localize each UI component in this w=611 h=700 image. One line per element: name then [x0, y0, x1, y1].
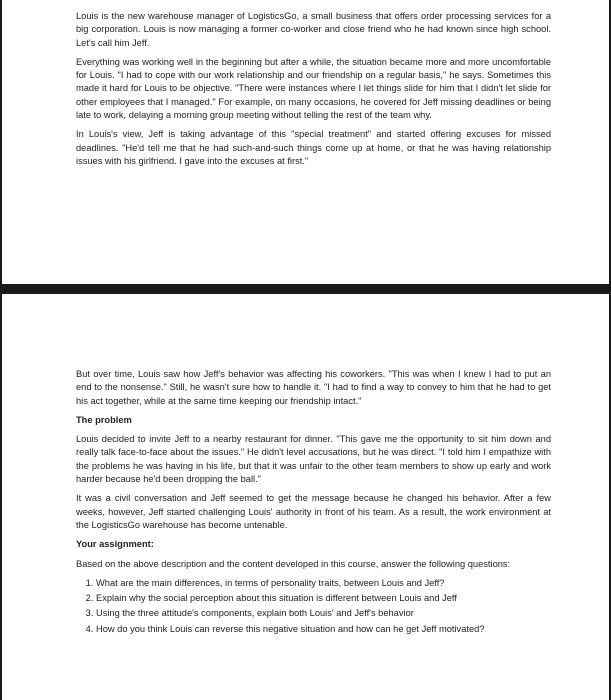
paragraph-intro: Louis is the new warehouse manager of LogisticsGo, a small business that offers order processing services for a big corporation. Louis is now managing a former co-worker and close friend who he had known since high school. Let's call him Jeff. — [76, 11, 551, 48]
question-item: 2. Explain why the social perception about this situation is different between Louis and Jeff — [96, 592, 551, 605]
paragraph-conversation: It was a civil conversation and Jeff seemed to get the message because he changed his behavior. After a few weeks, however, Jeff started challenging Louis' authority in front of his team. As a result, the work environment at the LogisticsGo warehouse has become untenable. — [76, 493, 551, 530]
case-text-bottom — [76, 368, 551, 638]
problem-heading: The problem — [76, 414, 132, 425]
question-item: 3. Using the three attitude's components, explain both Louis' and Jeff's behavior — [96, 607, 551, 620]
page-divider — [0, 284, 611, 294]
document-page-top — [0, 0, 611, 284]
assignment-intro: Based on the above description and the content developed in this course, answer the following questions: — [76, 558, 511, 569]
case-text-top — [76, 10, 551, 174]
question-item: 1. What are the main differences, in terms of personality traits, between Louis and Jeff? — [96, 577, 551, 590]
paragraph-dinner: Louis decided to invite Jeff to a nearby restaurant for dinner. "This gave me the opportunity to sit him down and really talk face-to-face about the issues." He didn't level accusations, but he was direct. "I told him I empathize with the problems he was having in his life, but that it was unfair to the other team members to show up early and work harder because he'd been dropping the ball." — [76, 434, 551, 485]
paragraph-excuses: In Louis's view, Jeff is taking advantage of this "special treatment" and started offering excuses for missed deadlines. "He'd tell me that he had such-and-such things come up at home, or that he was having relationship issues with his girlfriend. I gave into the excuses at first." — [76, 129, 551, 166]
paragraph-over-time: But over time, Louis saw how Jeff's behavior was affecting his coworkers. "This was when I knew I had to put an end to the nonsense." Still, he wasn't sure how to handle it. "I had to find a way to convey to him that he had to get his act together, while at the same time keeping our friendship intact." — [76, 369, 551, 406]
question-item: 4. How do you think Louis can reverse this negative situation and how can he get Jeff motivated? — [96, 623, 551, 636]
question-list — [76, 577, 551, 636]
assignment-heading: Your assignment: — [76, 539, 154, 550]
paragraph-situation: Everything was working well in the beginning but after a while, the situation became more and more uncomfortable for Louis. "I had to cope with our work relationship and our friendship on a regular basis," he says. Sometimes this made it hard for Louis to be objective. "There were instances where I let things slide for him that I didn't let slide for other employees that I managed." For example, on many occasions, he covered for Jeff missing deadlines or being late to work, delaying a morning group meeting without telling the rest of the team why. — [76, 56, 551, 121]
document-page-bottom — [0, 294, 611, 700]
